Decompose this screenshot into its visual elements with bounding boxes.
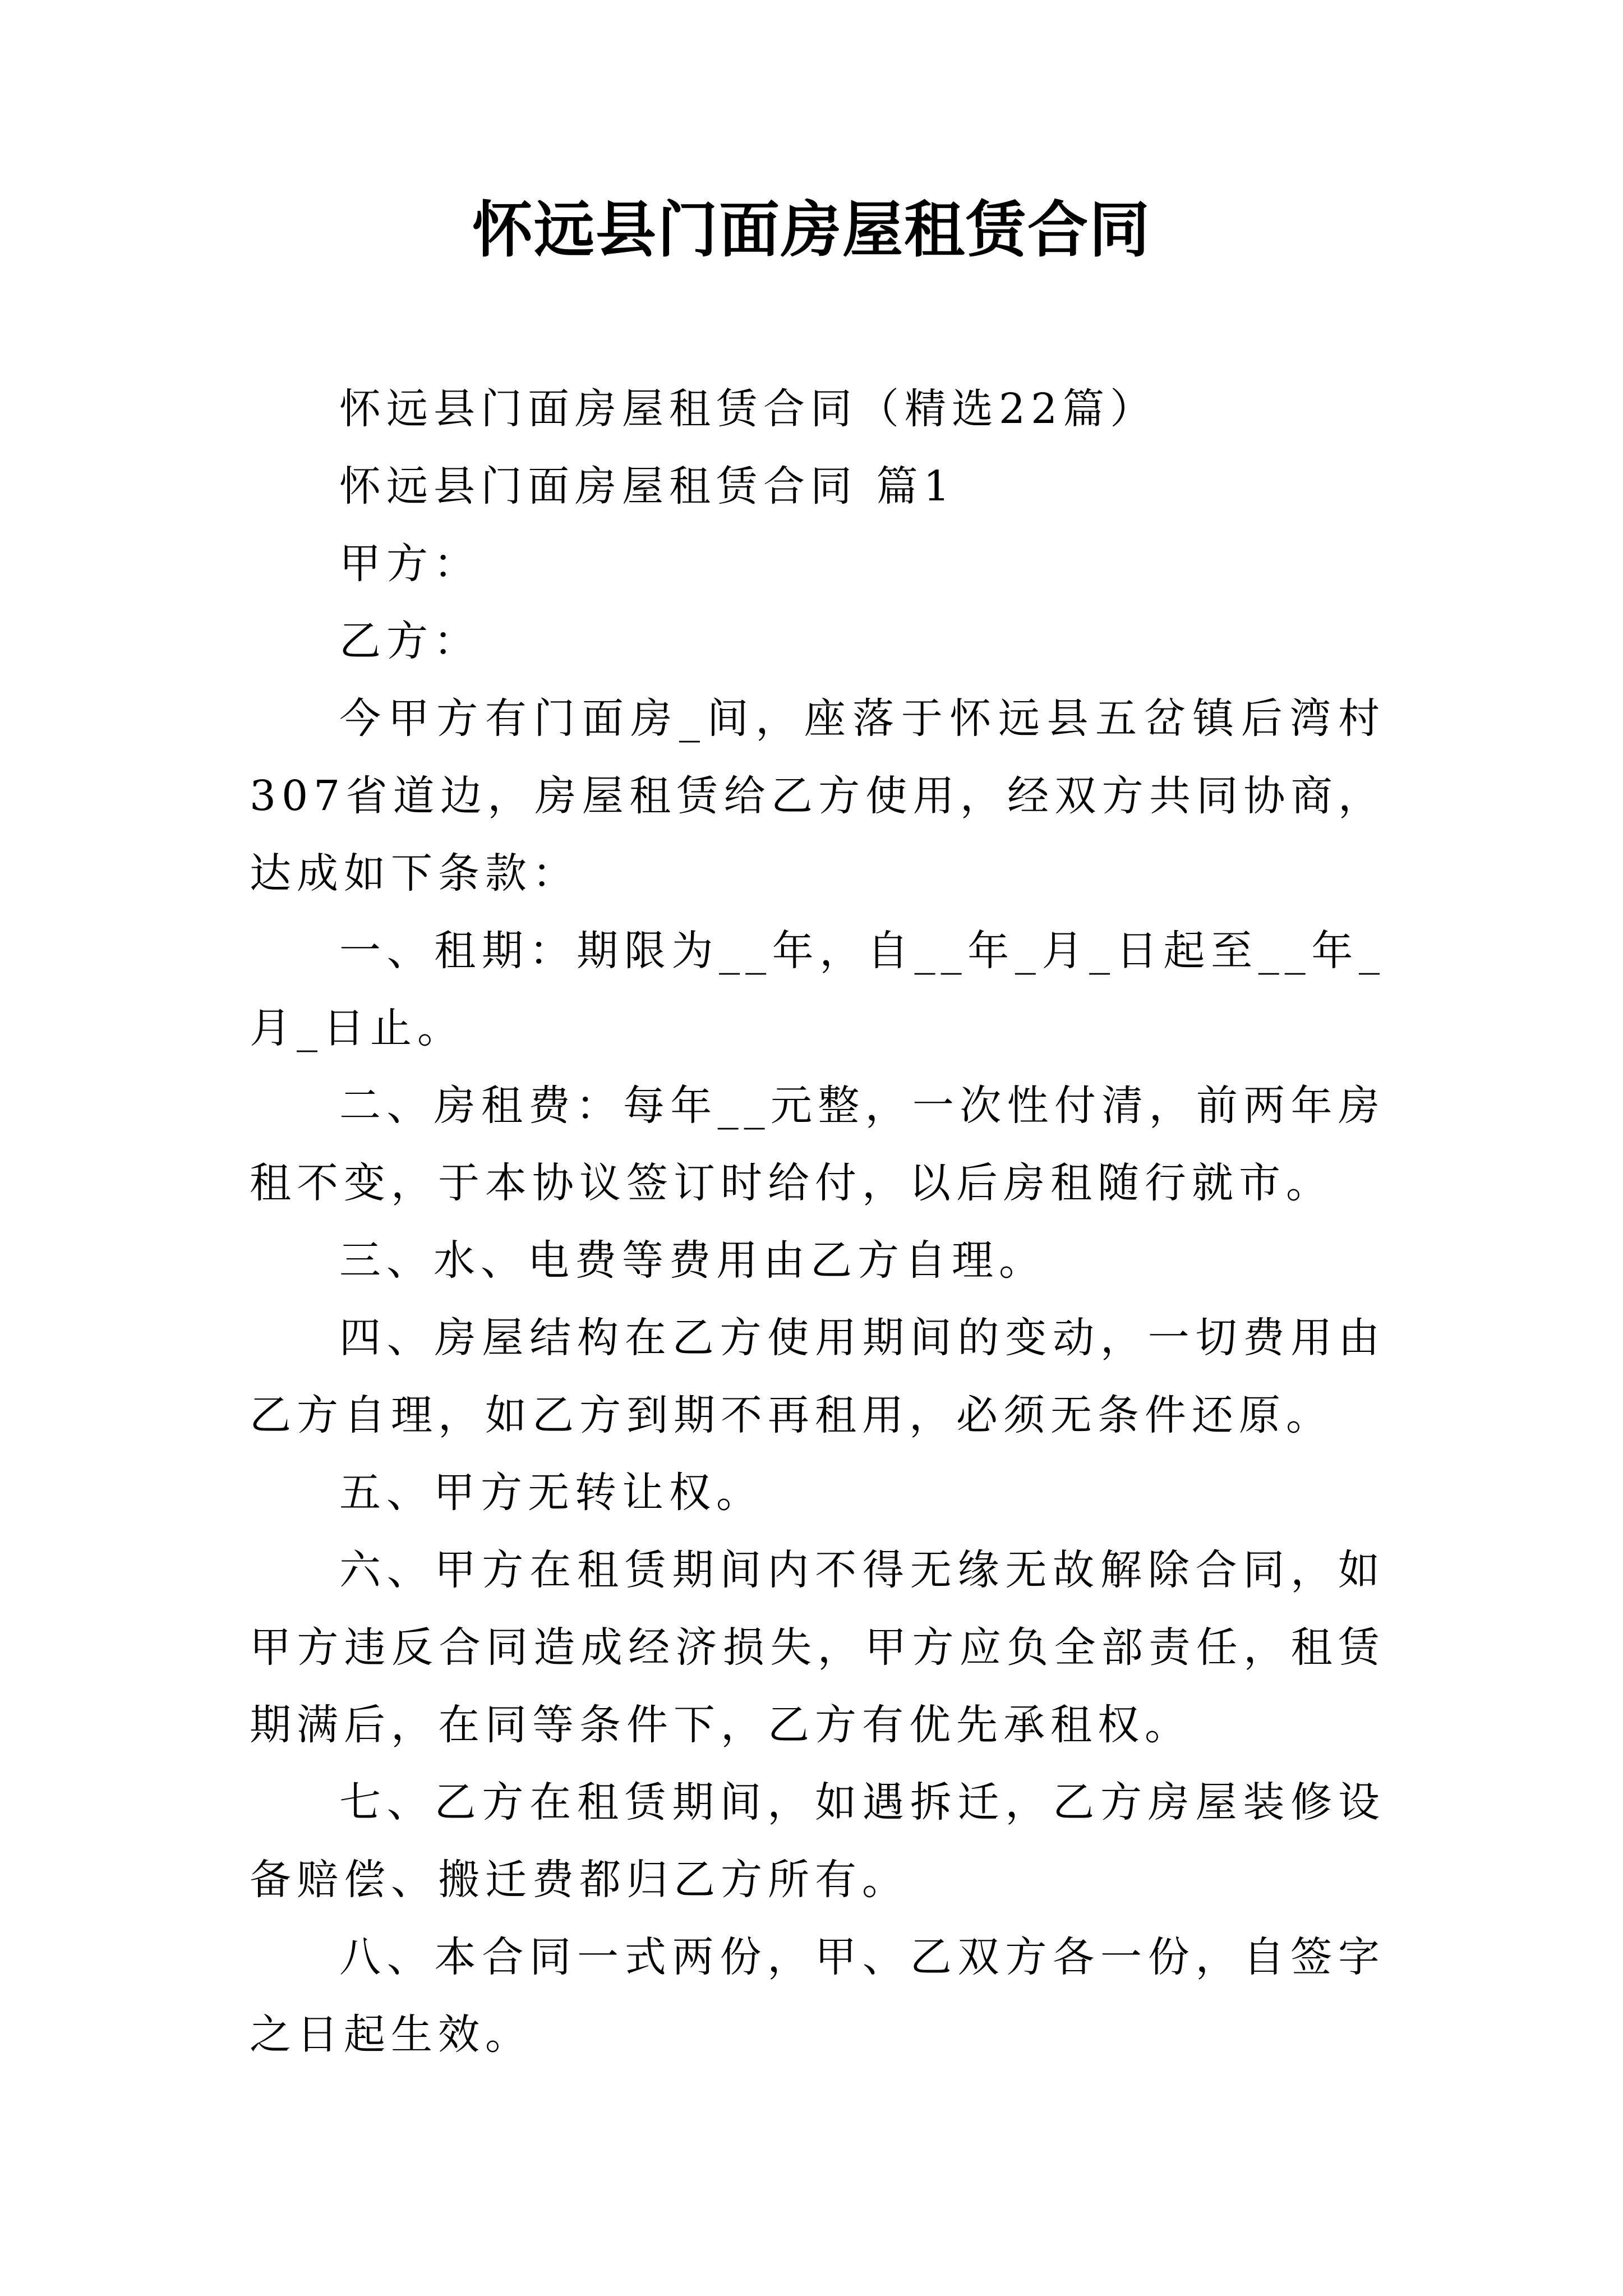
paragraph-subtitle: 怀远县门面房屋租赁合同（精选22篇） <box>339 385 1158 433</box>
paragraph-clause-2: 二、房租费：每年__元整，一次性付清，前两年房租不变，于本协议签订时给付，以后房租随行就市。 <box>250 1082 1385 1207</box>
paragraph-clause-1: 一、租期：期限为__年，自__年_月_日起至__年_月_日止。 <box>250 927 1385 1052</box>
document-title: 怀远县门面房屋租赁合同 <box>472 195 1151 265</box>
paragraph-clause-7: 七、乙方在租赁期间，如遇拆迁，乙方房屋装修设备赔偿、搬迁费都归乙方所有。 <box>250 1778 1385 1904</box>
paragraph-intro: 今甲方有门面房_间，座落于怀远县五岔镇后湾村307省道边，房屋租赁给乙方使用，经双方共同协商，达成如下条款： <box>250 694 1385 898</box>
paragraph-section-heading: 怀远县门面房屋租赁合同 篇1 <box>339 462 956 510</box>
paragraph-clause-5: 五、甲方无转让权。 <box>339 1469 763 1517</box>
paragraph-clause-3: 三、水、电费等费用由乙方自理。 <box>339 1236 1046 1285</box>
paragraph-clause-4: 四、房屋结构在乙方使用期间的变动，一切费用由乙方自理，如乙方到期不再租用，必须无条件还原。 <box>250 1314 1385 1439</box>
document-body <box>250 370 1385 2073</box>
paragraph-clause-6: 六、甲方在租赁期间内不得无缘无故解除合同，如甲方违反合同造成经济损失，甲方应负全部责任，租赁期满后，在同等条件下，乙方有优先承租权。 <box>250 1546 1385 1749</box>
paragraph-party-b: 乙方： <box>339 617 481 665</box>
paragraph-clause-8: 八、本合同一式两份，甲、乙双方各一份，自签字之日起生效。 <box>250 1933 1385 2059</box>
paragraph-party-a: 甲方： <box>339 540 481 588</box>
